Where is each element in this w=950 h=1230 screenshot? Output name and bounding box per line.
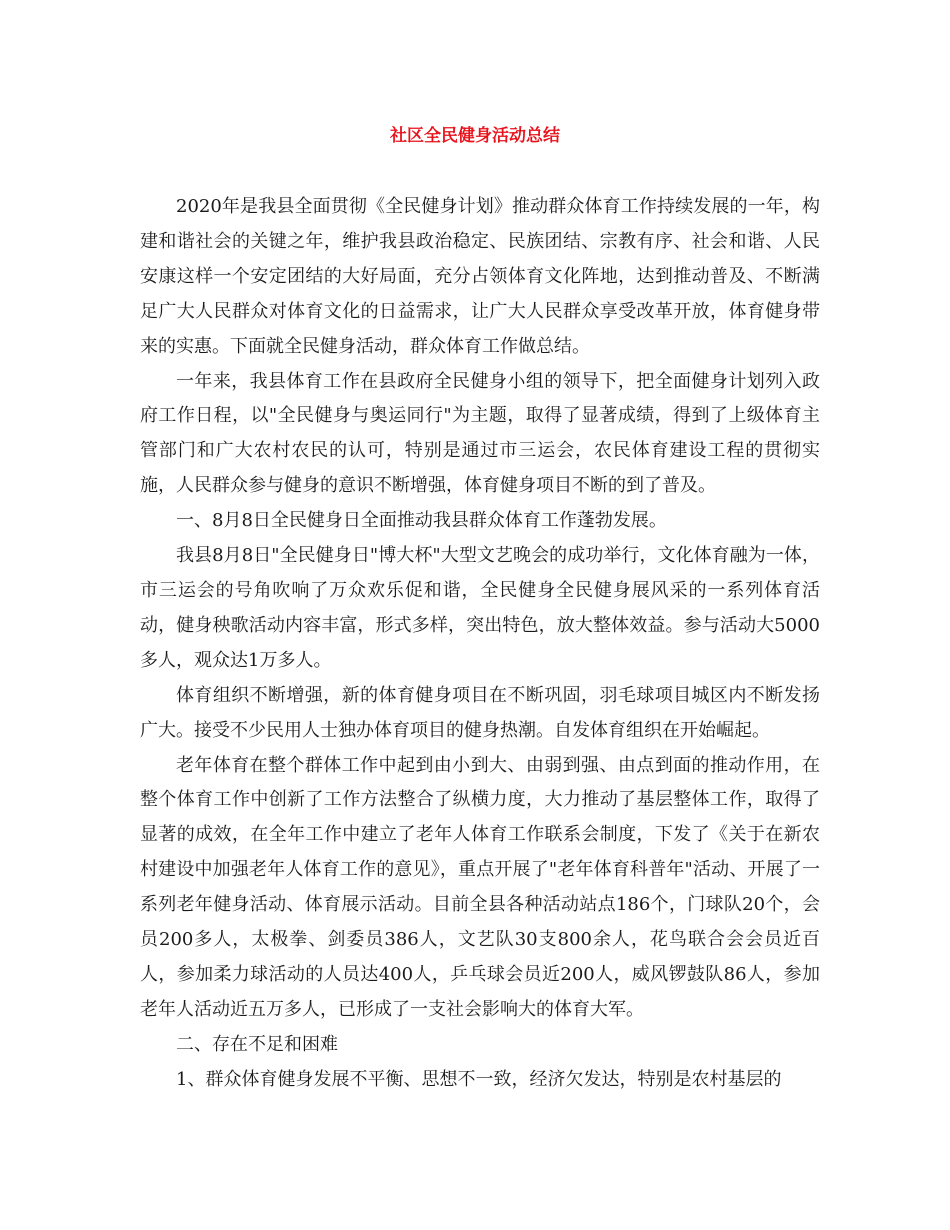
- paragraph-year-review: 一年来，我县体育工作在县政府全民健身小组的领导下，把全面健身计划列入政府工作日程，以"全民健身与奥运同行"为主题，取得了显著成绩，得到了上级体育主管部门和广大农村农民的认可，特别是通过市三运会，农民体育建设工程的贯彻实施，人民群众参与健身的意识不断增强，体育健身项目不断的到了普及。: [140, 370, 820, 497]
- section-heading-shortcomings: 二、存在不足和困难: [176, 1033, 338, 1055]
- paragraph-sports-organizations: 体育组织不断增强，新的体育健身项目在不断巩固，羽毛球项目城区内不断发扬广大。接受不少民用人士独办体育项目的健身热潮。自发体育组织在开始崛起。: [140, 684, 820, 741]
- paragraph-intro: 2020年是我县全面贯彻《全民健身计划》推动群众体育工作持续发展的一年，构建和谐社会的关键之年，维护我县政治稳定、民族团结、宗教有序、社会和谐、人民安康这样一个安定团结的大好局面，充分占领体育文化阵地，达到推动普及、不断满足广大人民群众对体育文化的日益需求，让广大人民群众享受改革开放，体育健身带来的实惠。下面就全民健身活动，群众体育工作做总结。: [140, 196, 820, 357]
- paragraph-shortcoming-1: 1、群众体育健身发展不平衡、思想不一致，经济欠发达，特别是农村基层的: [176, 1068, 782, 1090]
- paragraph-elderly-sports: 老年体育在整个群体工作中起到由小到大、由弱到强、由点到面的推动作用，在整个体育工作中创新了工作方法整合了纵横力度，大力推动了基层整体工作，取得了显著的成效，在全年工作中建立了老年人体育工作联系会制度，下发了《关于在新农村建设中加强老年人体育工作的意见》，重点开展了"老年体育科普年"活动、开展了一系列老年健身活动、体育展示活动。目前全县各种活动站点186个，门球队20个，会员200多人，太极拳、剑委员386人，文艺队30支800余人，花鸟联合会会员近百人，参加柔力球活动的人员达400人，乒乓球会员近200人，威风锣鼓队86人，参加老年人活动近五万多人，已形成了一支社会影响大的体育大军。: [140, 754, 820, 1020]
- section-heading-fitness-day: 一、8月8日全民健身日全面推动我县群众体育工作蓬勃发展。: [176, 510, 667, 532]
- document-body: [140, 190, 820, 1098]
- paragraph-fitness-day: 我县8月8日"全民健身日"博大杯"大型文艺晚会的成功举行，文化体育融为一体，市三运会的号角吹响了万众欢乐促和谐，全民健身全民健身展风采的一系列体育活动，健身秧歌活动内容丰富，形式多样，突出特色，放大整体效益。参与活动大5000多人，观众达1万多人。: [140, 545, 820, 671]
- document-title: 社区全民健身活动总结: [390, 126, 560, 146]
